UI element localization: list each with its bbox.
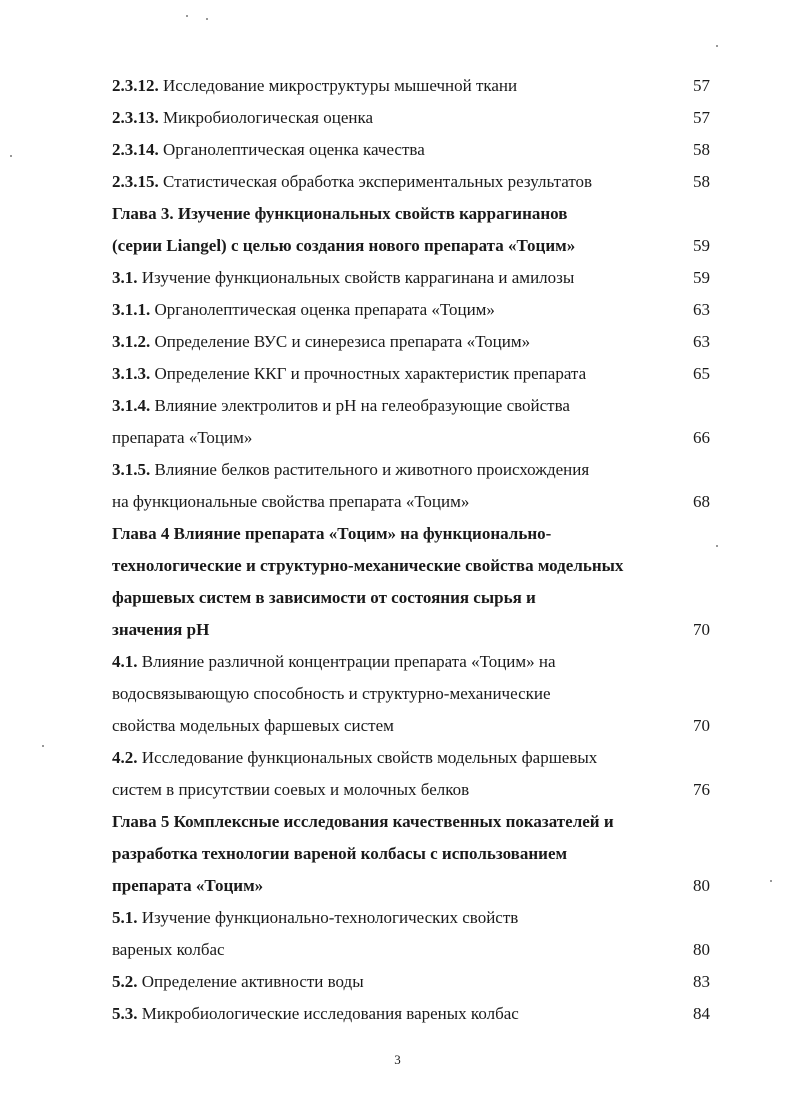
- toc-entry-page: 58: [693, 172, 710, 191]
- toc-entry: [112, 299, 495, 321]
- scan-speck: [186, 15, 188, 17]
- toc-entry-page: 65: [693, 364, 710, 383]
- toc-entry-title: Влияние белков растительного и животного происхождения: [154, 460, 590, 479]
- toc-entry-page: 58: [693, 140, 710, 159]
- toc-entry-title: Исследование микроструктуры мышечной ткани: [163, 76, 518, 95]
- scan-speck: [716, 545, 718, 547]
- scan-speck: [770, 880, 772, 882]
- toc-entry-continuation: водосвязывающую способность и структурно-механические: [112, 684, 551, 703]
- toc-entry-page: 76: [693, 780, 710, 799]
- toc-entry-page: 83: [693, 972, 710, 991]
- toc-entry-title: Микробиологическая оценка: [163, 108, 374, 127]
- toc-chapter-heading: технологические и структурно-механические свойства модельных: [112, 556, 624, 575]
- toc-entry-continuation: вареных колбас: [112, 940, 225, 959]
- toc-entry: [112, 267, 574, 289]
- toc-chapter-heading: (серии Liangel) с целью создания нового препарата «Тоцим»: [112, 236, 576, 255]
- toc-entry-page: 80: [693, 876, 710, 895]
- toc-chapter-heading: Глава 4 Влияние препарата «Тоцим» на функционально-: [112, 524, 552, 543]
- toc-entry: [112, 139, 425, 161]
- toc-entry: [112, 331, 530, 353]
- toc-entry-number: 2.3.14.: [112, 140, 159, 159]
- toc-entry-title: Влияние различной концентрации препарата «Тоцим» на: [141, 652, 556, 671]
- toc-entry-number: 5.1.: [112, 908, 138, 927]
- toc-entry: [112, 395, 570, 417]
- scan-speck: [42, 745, 44, 747]
- toc-entry-number: 2.3.15.: [112, 172, 159, 191]
- toc-entry: [112, 363, 586, 385]
- toc-entry-number: 2.3.12.: [112, 76, 159, 95]
- toc-chapter-heading: значения pH: [112, 620, 210, 639]
- toc-entry-page: 66: [693, 428, 710, 447]
- toc-chapter-heading: Глава 5 Комплексные исследования качественных показателей и: [112, 812, 614, 831]
- toc-entry-page: 63: [693, 332, 710, 351]
- toc-entry-number: 4.1.: [112, 652, 138, 671]
- toc-entry-page: 63: [693, 300, 710, 319]
- toc-entry-number: 2.3.13.: [112, 108, 159, 127]
- toc-entry-page: 57: [693, 76, 710, 95]
- toc-entry-page: 80: [693, 940, 710, 959]
- page-number: 3: [394, 1052, 401, 1067]
- toc-entry-continuation: свойства модельных фаршевых систем: [112, 716, 394, 735]
- toc-entry-title: Определение ВУС и синерезиса препарата «Тоцим»: [154, 332, 531, 351]
- toc-entry-number: 5.3.: [112, 1004, 138, 1023]
- toc-entry-title: Органолептическая оценка препарата «Тоцим»: [154, 300, 495, 319]
- toc-entry: [112, 171, 592, 193]
- toc-entry-title: Изучение функциональных свойств каррагинана и амилозы: [141, 268, 575, 287]
- toc-entry-continuation: на функциональные свойства препарата «Тоцим»: [112, 492, 470, 511]
- toc-entry: [112, 971, 364, 993]
- toc-entry-title: Влияние электролитов и pH на гелеобразующие свойства: [154, 396, 570, 415]
- toc-entry-title: Определение активности воды: [141, 972, 364, 991]
- toc-entry-number: 3.1.: [112, 268, 138, 287]
- toc-entry-title: Изучение функционально-технологических свойств: [141, 908, 519, 927]
- toc-entry-number: 3.1.4.: [112, 396, 151, 415]
- toc-entry-title: Статистическая обработка экспериментальных результатов: [163, 172, 593, 191]
- toc-entry-page: 59: [693, 268, 710, 287]
- toc-chapter-heading: Глава 3. Изучение функциональных свойств каррагинанов: [112, 204, 568, 223]
- toc-entry-title: Исследование функциональных свойств модельных фаршевых: [141, 748, 598, 767]
- toc-entry-page: 57: [693, 108, 710, 127]
- toc-entry-title: Органолептическая оценка качества: [163, 140, 425, 159]
- toc-entry-number: 3.1.3.: [112, 364, 151, 383]
- toc-entry-page: 59: [693, 236, 710, 255]
- toc-entry: [112, 747, 597, 769]
- toc-entry-page: 68: [693, 492, 710, 511]
- toc-entry-number: 4.2.: [112, 748, 138, 767]
- scan-speck: [10, 155, 12, 157]
- toc-entry-page: 84: [693, 1004, 710, 1023]
- scan-speck: [206, 18, 208, 20]
- toc-entry: [112, 907, 518, 929]
- toc-entry-page: 70: [693, 716, 710, 735]
- toc-entry: [112, 459, 589, 481]
- toc-entry-title: Микробиологические исследования вареных колбас: [141, 1004, 519, 1023]
- toc-chapter-heading: фаршевых систем в зависимости от состояния сырья и: [112, 588, 536, 607]
- toc-entry-title: Определение ККГ и прочностных характеристик препарата: [154, 364, 587, 383]
- toc-entry: [112, 651, 556, 673]
- toc-entry-number: 3.1.1.: [112, 300, 151, 319]
- scan-speck: [716, 45, 718, 47]
- toc-chapter-heading: разработка технологии вареной колбасы с использованием: [112, 844, 568, 863]
- toc-entry: [112, 75, 517, 97]
- toc-entry: [112, 1003, 519, 1025]
- toc-entry-number: 3.1.5.: [112, 460, 151, 479]
- toc-entry-number: 3.1.2.: [112, 332, 151, 351]
- toc-entry-page: 70: [693, 620, 710, 639]
- toc-entry-continuation: систем в присутствии соевых и молочных белков: [112, 780, 470, 799]
- toc-entry: [112, 107, 373, 129]
- toc-entry-continuation: препарата «Тоцим»: [112, 428, 253, 447]
- toc-chapter-heading: препарата «Тоцим»: [112, 876, 264, 895]
- toc-entry-number: 5.2.: [112, 972, 138, 991]
